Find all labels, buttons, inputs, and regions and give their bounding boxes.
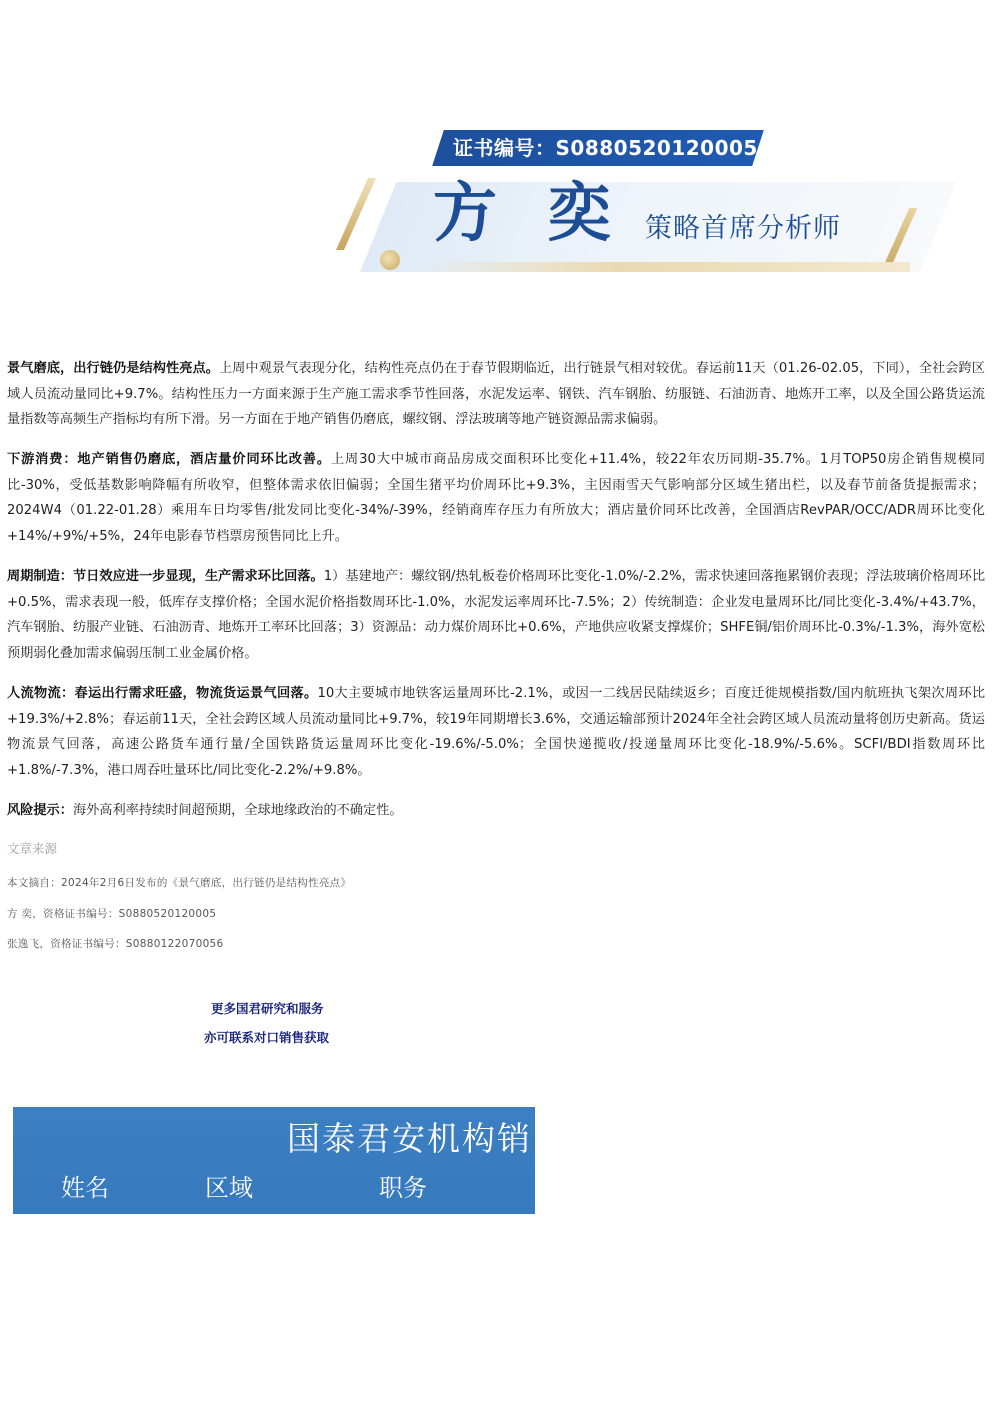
analyst-portrait xyxy=(75,82,305,342)
column-header-name: 姓名 xyxy=(61,1174,109,1202)
paragraph-heading: 景气磨底，出行链仍是结构性亮点。 xyxy=(7,361,219,376)
article-source-label: 文章来源 xyxy=(7,841,58,856)
analyst-title: 策略首席分析师 xyxy=(645,213,841,244)
paragraph-risk-warning xyxy=(7,798,985,824)
paragraph-overview xyxy=(7,356,985,433)
paragraph-heading: 下游消费：地产销售仍磨底，酒店量价同环比改善。 xyxy=(7,452,331,468)
author-credential-1: 方 奕，资格证书编号：S0880520120005 xyxy=(7,908,217,920)
paragraph-heading: 人流物流：春运出行需求旺盛，物流货运景气回落。 xyxy=(7,686,318,702)
article-excerpt-note: 本文摘自：2024年2月6日发布的《景气磨底，出行链仍是结构性亮点》 xyxy=(7,877,352,889)
analyst-banner xyxy=(0,0,992,345)
paragraph-heading: 风险提示： xyxy=(7,802,73,818)
paragraph-text: 上周30大中城市商品房成交面积环比变化+11.4%，较22年农历同期-35.7%。1月TOP50房企销售规模同比-30%，受低基数影响降幅有所收窄，但整体需求依旧偏弱；全国生猪平均价周环比+9.3%，主因雨雪天气影响部分区域生猪出栏，以及春节前备货提振需求；2024W4（01.22-01.28）乘用车日均零售/批发同比变化-34%/-39%，经销商库存压力有所放大；酒店量价同环比改善，全国酒店RevPAR/OCC/ADR周环比变化+14%/+9%/+5%，24年电影春节档票房预售同比上升。 xyxy=(7,452,985,545)
analyst-name: 方 奕 xyxy=(433,176,626,251)
banner-gold-baseline xyxy=(420,262,910,272)
banner-gold-stroke-left xyxy=(336,178,376,250)
paragraph-text: 海外高利率持续时间超预期，全球地缘政治的不确定性。 xyxy=(72,802,403,818)
paragraph-downstream-consumption xyxy=(7,447,985,549)
institution-sales-table-header xyxy=(13,1107,535,1214)
column-header-region: 区域 xyxy=(205,1174,253,1202)
banner-gold-dot xyxy=(380,250,400,270)
paragraph-cyclical-manufacturing xyxy=(7,564,985,666)
paragraph-people-logistics xyxy=(7,681,985,783)
contact-sales-link[interactable]: 亦可联系对口销售获取 xyxy=(204,1030,330,1045)
paragraph-text: 1）基建地产：螺纹钢/热轧板卷价格周环比变化-1.0%/-2.2%，需求快速回落拖累钢价表现；浮法玻璃价格周环比+0.5%，需求表现一般，低库存支撑价格；全国水泥价格指数周环比-1.0%，水泥发运率周环比-7.5%；2）传统制造：企业发电量周环比/同比变化-3.4%/+43.7%，汽车钢胎、纺服产业链、石油沥青、地炼开工率环比回落；3）资源品：动力煤价周环比+0.6%，产地供应收紧支撑煤价；SHFE铜/铝价周环比-0.3%/-1.3%，海外宽松预期弱化叠加需求偏弱压制工业金属价格。 xyxy=(7,569,986,661)
institution-sales-title: 国泰君安机构销 xyxy=(287,1119,532,1158)
certificate-number: 证书编号：S0880520120005 xyxy=(453,136,758,160)
column-header-position: 职务 xyxy=(379,1174,427,1202)
author-credential-2: 张逸飞，资格证书编号：S0880122070056 xyxy=(7,938,224,950)
paragraph-heading: 周期制造：节日效应进一步显现，生产需求环比回落。 xyxy=(7,569,324,585)
article-body xyxy=(7,356,985,838)
paragraph-text: 10大主要城市地铁客运量周环比-2.1%，或因一二线居民陆续返乡；百度迁徙规模指数/国内航班执飞架次周环比+19.3%/+2.8%；春运前11天，全社会跨区域人员流动量同比+9.7%，较19年同期增长3.6%，交通运输部预计2024年全社会跨区域人员流动量将创历史新高。货运物流景气回落，高速公路货车通行量/全国铁路货运量周环比变化-19.6%/-5.0%；全国快递揽收/投递量周环比变化-18.9%/-5.6%。SCFI/BDI指数周环比+1.8%/-7.3%，港口周吞吐量环比/同比变化-2.2%/+9.8%。 xyxy=(7,686,986,778)
more-research-link[interactable]: 更多国君研究和服务 xyxy=(211,1001,324,1016)
paragraph-text: 上周中观景气表现分化，结构性亮点仍在于春节假期临近，出行链景气相对较优。春运前11天（01.26-02.05，下同），全社会跨区域人员流动量同比+9.7%。结构性压力一方面来源于生产施工需求季节性回落，水泥发运率、钢铁、汽车钢胎、纺服链、石油沥青、地炼开工率，以及全国公路货运流量指数等高频生产指标均有所下滑。另一方面在于地产销售仍磨底，螺纹钢、浮法玻璃等地产链资源品需求偏弱。 xyxy=(7,361,985,428)
